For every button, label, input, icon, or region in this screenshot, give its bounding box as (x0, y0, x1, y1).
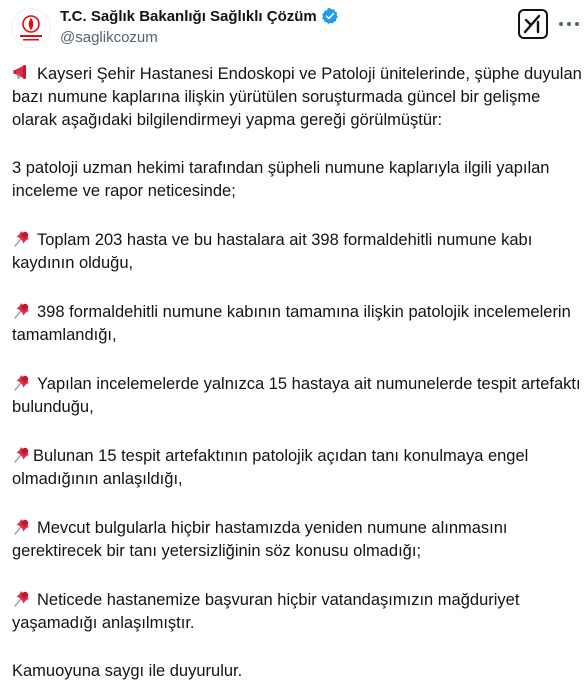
tweet-paragraph (12, 516, 582, 563)
verified-badge-icon[interactable] (321, 7, 339, 25)
more-dots-icon (556, 12, 582, 36)
display-name-row (60, 6, 339, 26)
grok-button[interactable] (518, 9, 548, 39)
paragraph-text: Bulunan 15 tespit artefaktının patolojik açıdan tanı konulmaya engel olmadığının anlaşıldığı, (12, 447, 529, 488)
pushpin-icon (12, 588, 32, 608)
pushpin-icon (12, 444, 32, 464)
ministry-logo-icon (12, 9, 50, 47)
tweet-paragraph (12, 228, 582, 275)
tweet-paragraph (12, 62, 582, 132)
pushpin-icon (12, 228, 32, 248)
author-avatar[interactable] (11, 8, 51, 48)
paragraph-text: Yapılan incelemelerde yalnızca 15 hastaya ait numunelerde tespit artefaktı bulunduğu, (12, 375, 581, 416)
tweet-header (0, 0, 588, 56)
paragraph-text: Mevcut bulgularla hiçbir hastamızda yeniden numune alınmasını gerektirecek bir tanı yetersizliğinin söz konusu olmadığı; (12, 519, 508, 560)
grok-icon (520, 11, 546, 37)
tweet-paragraph (12, 157, 582, 203)
author-handle[interactable]: @saglikcozum (60, 29, 158, 46)
author-display-name[interactable]: T.C. Sağlık Bakanlığı Sağlıklı Çözüm (60, 7, 317, 25)
pushpin-icon (12, 516, 32, 536)
paragraph-text: Toplam 203 hasta ve bu hastalara ait 398 formaldehitli numune kabı kaydının olduğu, (12, 231, 533, 272)
author-info (60, 6, 339, 47)
paragraph-text: Kayseri Şehir Hastanesi Endoskopi ve Patoloji ünitelerinde, şüphe duyulan bazı numune kaplarına ilişkin yürütülen soruşturmada güncel bir gelişme olarak aşağıdaki bilgilendirmeyi yapma gereği görülmüştür: (12, 65, 582, 129)
paragraph-text: Kamuoyuna saygı ile duyurulur. (12, 662, 243, 680)
tweet-paragraph (12, 444, 582, 491)
tweet-paragraph (12, 300, 582, 347)
paragraph-text: 398 formaldehitli numune kabının tamamına ilişkin patolojik incelemelerin tamamlandığı, (12, 303, 571, 344)
pushpin-icon (12, 300, 32, 320)
tweet-paragraph (12, 372, 582, 419)
paragraph-text: 3 patoloji uzman hekimi tarafından şüpheli numune kaplarıyla ilgili yapılan inceleme ve rapor neticesinde; (12, 159, 550, 200)
megaphone-icon (12, 62, 32, 82)
pushpin-icon (12, 372, 32, 392)
tweet-paragraph (12, 660, 582, 683)
more-options-button[interactable] (556, 12, 582, 36)
paragraph-text: Neticede hastanemize başvuran hiçbir vatandaşımızın mağduriyet yaşamadığı anlaşılmıştır. (12, 591, 520, 632)
tweet-paragraph (12, 588, 582, 635)
tweet-text (12, 62, 582, 683)
